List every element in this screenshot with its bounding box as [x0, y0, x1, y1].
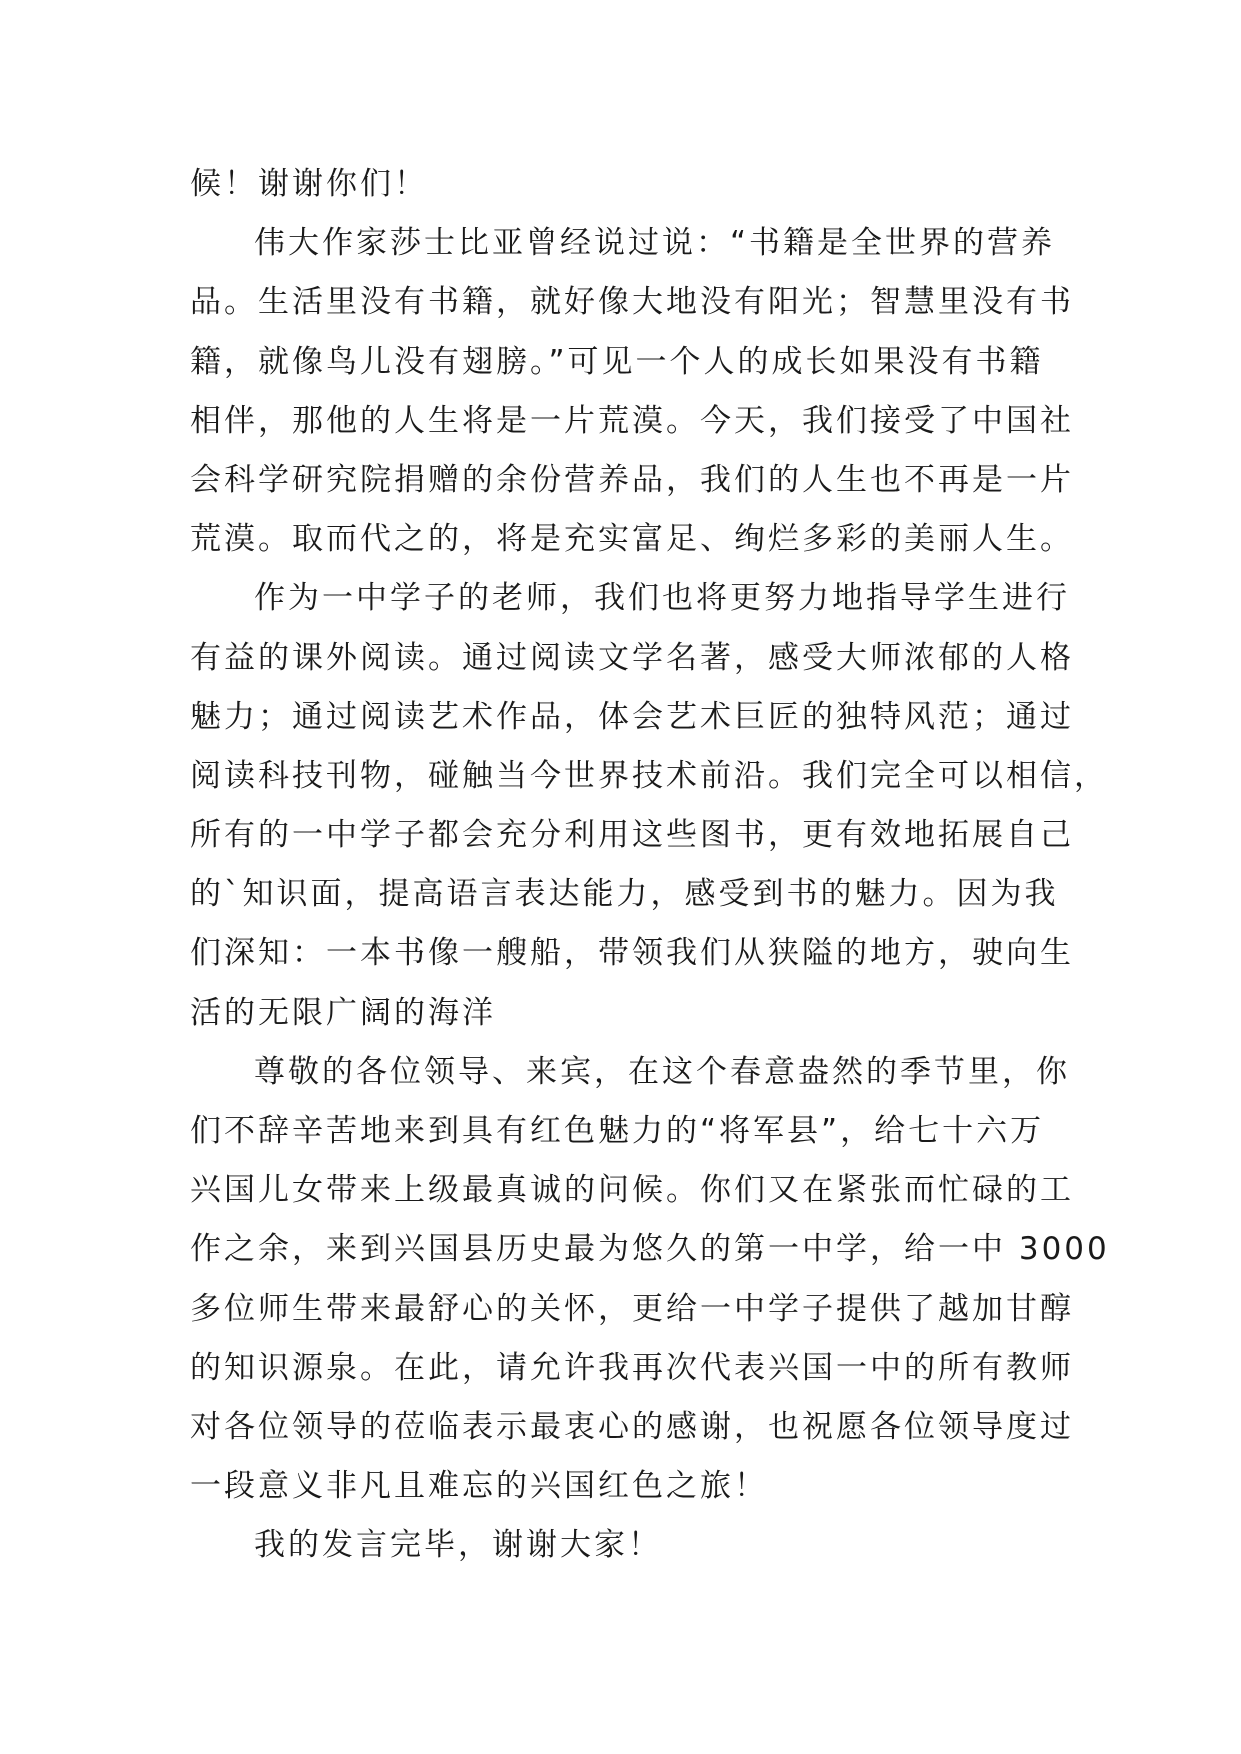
text-line: 候！谢谢你们！	[190, 166, 428, 202]
paragraph-speech-end	[190, 1516, 1060, 1575]
paragraph-welcome-leaders	[190, 1043, 1110, 1517]
text-line: 作之余，来到兴国县历史最为悠久的第一中学，给一中 3000	[190, 1231, 1110, 1268]
text-line: 荒漠。取而代之的，将是充实富足、绚烂多彩的美丽人生。	[190, 521, 1074, 558]
text-line: 一段意义非凡且难忘的兴国红色之旅！	[190, 1468, 768, 1505]
text-line: 伟大作家莎士比亚曾经说过说：“书籍是全世界的营养	[254, 225, 1056, 262]
text-line: 作为一中学子的老师，我们也将更努力地指导学生进行	[254, 580, 1070, 617]
paragraph-closing-thanks	[190, 155, 1060, 214]
text-line: 对各位领导的莅临表示最衷心的感谢，也祝愿各位领导度过	[190, 1408, 1074, 1445]
text-line: 的知识源泉。在此，请允许我再次代表兴国一中的所有教师	[190, 1349, 1074, 1386]
text-line: 会科学研究院捐赠的余份营养品，我们的人生也不再是一片	[190, 461, 1074, 498]
text-line: 品。生活里没有书籍，就好像大地没有阳光；智慧里没有书	[190, 284, 1074, 321]
text-line: 们不辞辛苦地来到具有红色魅力的“将军县”，给七十六万	[190, 1113, 1045, 1149]
text-line: 有益的课外阅读。通过阅读文学名著，感受大师浓郁的人格	[190, 639, 1074, 676]
text-line: 魅力；通过阅读艺术作品，体会艺术巨匠的独特风范；通过	[190, 698, 1074, 735]
text-line: 籍，就像鸟儿没有翅膀。”可见一个人的成长如果没有书籍	[190, 343, 1044, 380]
text-line: 尊敬的各位领导、来宾，在这个春意盎然的季节里，你	[254, 1053, 1070, 1090]
text-line: 相伴，那他的人生将是一片荒漠。今天，我们接受了中国社	[190, 402, 1074, 439]
text-line: 的`知识面，提高语言表达能力，感受到书的魅力。因为我	[190, 876, 1059, 913]
paragraph-shakespeare-quote	[190, 214, 1074, 569]
document-body	[190, 155, 1110, 1576]
text-line: 所有的一中学子都会充分利用这些图书，更有效地拓展自己	[190, 817, 1074, 854]
text-line: 阅读科技刊物，碰触当今世界技术前沿。我们完全可以相信，	[190, 757, 1108, 794]
paragraph-teachers-guidance	[190, 569, 1108, 1043]
text-line: 兴国儿女带来上级最真诚的问候。你们又在紧张而忙碌的工	[190, 1172, 1074, 1209]
text-line: 们深知：一本书像一艘船，带领我们从狭隘的地方，驶向生	[190, 935, 1074, 972]
text-line: 多位师生带来最舒心的关怀，更给一中学子提供了越加甘醇	[190, 1290, 1074, 1327]
text-line: 活的无限广阔的海洋	[190, 994, 496, 1031]
text-line: 我的发言完毕，谢谢大家！	[254, 1527, 662, 1564]
